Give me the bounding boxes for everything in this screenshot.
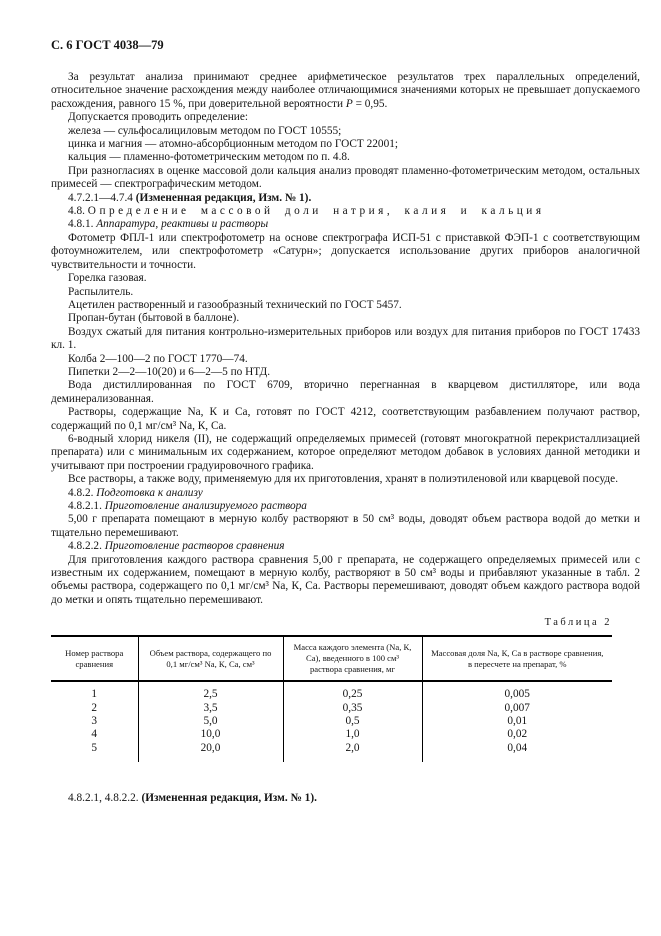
table-cell: 0,02 [422, 728, 612, 741]
text-segment: Приготовление анализируемого раствора [104, 500, 307, 512]
table-row [51, 702, 612, 715]
paragraphs [51, 71, 640, 607]
page-header: С. 6 ГОСТ 4038—79 [51, 38, 164, 52]
paragraph [51, 379, 640, 406]
text-segment: За результат анализа принимают среднее арифметическое результатов трех параллельных определений, относительное значение расхождения между наиболее отличающимися значениями которых не превышает допускаемого расхождения, равного 15 %, при доверительной вероятности [51, 71, 640, 110]
table-cell: 5 [91, 741, 98, 754]
paragraph [51, 326, 640, 353]
text-segment: цинка и магния — атомно-абсорбционным методом по ГОСТ 22001; [68, 138, 399, 151]
text-segment: = 0,95. [352, 97, 388, 110]
text-segment: Воздух сжатый для питания контрольно-измерительных приборов или воздух для питания приборов по ГОСТ 17433 кл. 1. [51, 325, 640, 352]
text-segment: 6-водный хлорид никеля (II), не содержащий определяемых примесей (готовят многократной перекристаллизацией препарата) или с минимальным их содержанием, которое определяют методом добавок в условиях данной методики и учитывают при построении градуировочного графика. [51, 432, 640, 472]
text-segment: кальция — пламенно-фотометрическим методом по п. 4.8. [68, 151, 350, 164]
text-segment: Вода дистиллированная по ГОСТ 6709, вторично перегнанная в кварцевом дистилляторе, или вода деминерализованная. [51, 379, 640, 405]
text-segment: Распылитель. [68, 285, 134, 298]
text-segment: Горелка газовая. [68, 272, 147, 285]
paragraph [51, 192, 640, 205]
paragraph [51, 232, 640, 272]
paragraph [51, 272, 640, 285]
table-header-row [51, 636, 612, 681]
table-row [51, 728, 612, 741]
table-cell: 3 [91, 715, 98, 728]
text-segment: Определение массовой доли натрия, калия и кальция [87, 205, 545, 218]
text-segment: 4.8.2. [68, 486, 97, 499]
paragraph [51, 473, 640, 486]
text-segment: 4.7.2.1—4.7.4 [68, 191, 136, 204]
table-header-cell: Объем раствора, содержащего по 0,1 мг/см³ Na, К, Са, см³ [138, 636, 283, 681]
table-cell: 5,0 [138, 715, 283, 728]
table-cell: 1,0 [283, 728, 422, 741]
footer-note [51, 792, 640, 805]
table-cell: 10,0 [138, 728, 283, 741]
table-row [51, 681, 612, 701]
table-cell: 0,5 [283, 715, 422, 728]
table-header-cell: Номер раствора сравнения [51, 636, 138, 681]
text-segment: Р [345, 97, 353, 110]
table-cell: 2,0 [283, 742, 422, 762]
text-segment: Для приготовления каждого раствора сравнения 5,00 г препарата, не содержащего определяемых примесей или с известным их содержанием, помещают в мерную колбу, растворяют в 50 см³ воды и прибавляют указанные в табл. 2 объемы раствора, содержащего по 0,1 мг/см³ Na, К, Са. Растворы перемешивают, доводят объем каждого раствора водой до метки и опять тщательно перемешивают. [51, 553, 640, 606]
paragraph [51, 111, 640, 124]
text-segment: 4.8.2.2. [68, 540, 105, 553]
paragraph [51, 540, 640, 553]
table-body [51, 681, 612, 762]
text-segment: Подготовка к анализу [96, 486, 203, 499]
table-cell: 20,0 [138, 742, 283, 762]
table-header-cell: Масса каждого элемента (Na, К, Са), введенного в 100 см³ раствора сравнения, мг [283, 636, 422, 681]
text-segment: 4.8.1. [68, 218, 97, 231]
table-cell: 0,01 [422, 715, 612, 728]
paragraph [51, 299, 640, 312]
text-segment: Пропан-бутан (бытовой в баллоне). [68, 312, 240, 325]
table-cell: 0,007 [422, 702, 612, 715]
data-table [51, 635, 612, 762]
paragraph [51, 487, 640, 500]
paragraph [51, 151, 640, 164]
table-caption: Таблица 2 [544, 617, 612, 629]
table-cell: 2,5 [138, 681, 283, 701]
paragraph [51, 138, 640, 151]
table-row [51, 715, 612, 728]
table-header-cell: Массовая доля Na, К, Са в растворе сравнения, в пересчете на препарат, % [422, 636, 612, 681]
paragraph [51, 353, 640, 366]
text-segment: Растворы, содержащие Na, К и Са, готовят по ГОСТ 4212, соответствующим разбавлением получают раствор, содержащий по 0,1 мг/см³ Na, К, Са. [51, 406, 640, 432]
paragraph [51, 218, 640, 231]
table-row [51, 742, 612, 762]
table-cell: 0,25 [283, 681, 422, 701]
text-segment: Колба 2—100—2 по ГОСТ 1770—74. [68, 352, 248, 365]
text-segment: Ацетилен растворенный и газообразный технический по ГОСТ 5457. [68, 298, 402, 311]
paragraph [51, 513, 640, 540]
table-cell: 0,35 [283, 702, 422, 715]
text-segment: При разногласиях в оценке массовой доли кальция анализ проводят пламенно-фотометрическим методом, остальных примесей — спектрографическим методом. [51, 164, 640, 191]
text-segment: 4.8.2.1. [68, 500, 105, 512]
paragraph [51, 286, 640, 299]
text-segment: Допускается проводить определение: [68, 111, 249, 124]
text-segment: (Измененная редакция, Изм. № 1). [135, 191, 312, 204]
paragraph [51, 406, 640, 433]
paragraph [51, 71, 640, 111]
paragraph [51, 125, 640, 138]
text-segment: Фотометр ФПЛ-1 или спектрофотометр на основе спектрографа ИСП-51 с приставкой ФЭП-1 с соответствующим фотоумножителем, или спектрофотометр «Сатурн»; допускается использование других приборов аналогичной чувствительности и точности. [51, 231, 640, 271]
table-cell: 1 [91, 688, 98, 701]
table-cell: 0,04 [422, 742, 612, 762]
text-segment: (Измененная редакция, Изм. № 1). [141, 792, 317, 805]
table-cell: 0,005 [422, 681, 612, 701]
table-cell: 4 [91, 728, 98, 741]
paragraph [51, 433, 640, 473]
table-head [51, 636, 612, 681]
paragraph [51, 500, 640, 513]
table-cell: 2 [91, 701, 98, 714]
paragraph [51, 554, 640, 608]
paragraph [51, 312, 640, 325]
table-cell: 3,5 [138, 702, 283, 715]
text-segment: Все растворы, а также воду, применяемую для их приготовления, хранят в полиэтиленовой или кварцевой посуде. [68, 473, 619, 486]
text-segment: Пипетки 2—2—10(20) и 6—2—5 по НТД. [68, 365, 271, 378]
text-segment: Приготовление растворов сравнения [104, 540, 285, 553]
text-segment: 4.8. [68, 205, 88, 218]
text-segment: 4.8.2.1, 4.8.2.2. [68, 792, 142, 805]
text-segment: Аппаратура, реактивы и растворы [96, 218, 269, 231]
paragraph [51, 366, 640, 379]
paragraph [51, 165, 640, 192]
text-segment: железа — сульфосалициловым методом по ГОСТ 10555; [68, 124, 342, 137]
paragraph [51, 205, 640, 218]
text-segment: 5,00 г препарата помещают в мерную колбу растворяют в 50 см³ воды, доводят объем раствора водой до метки и тщательно перемешивают. [51, 513, 640, 539]
